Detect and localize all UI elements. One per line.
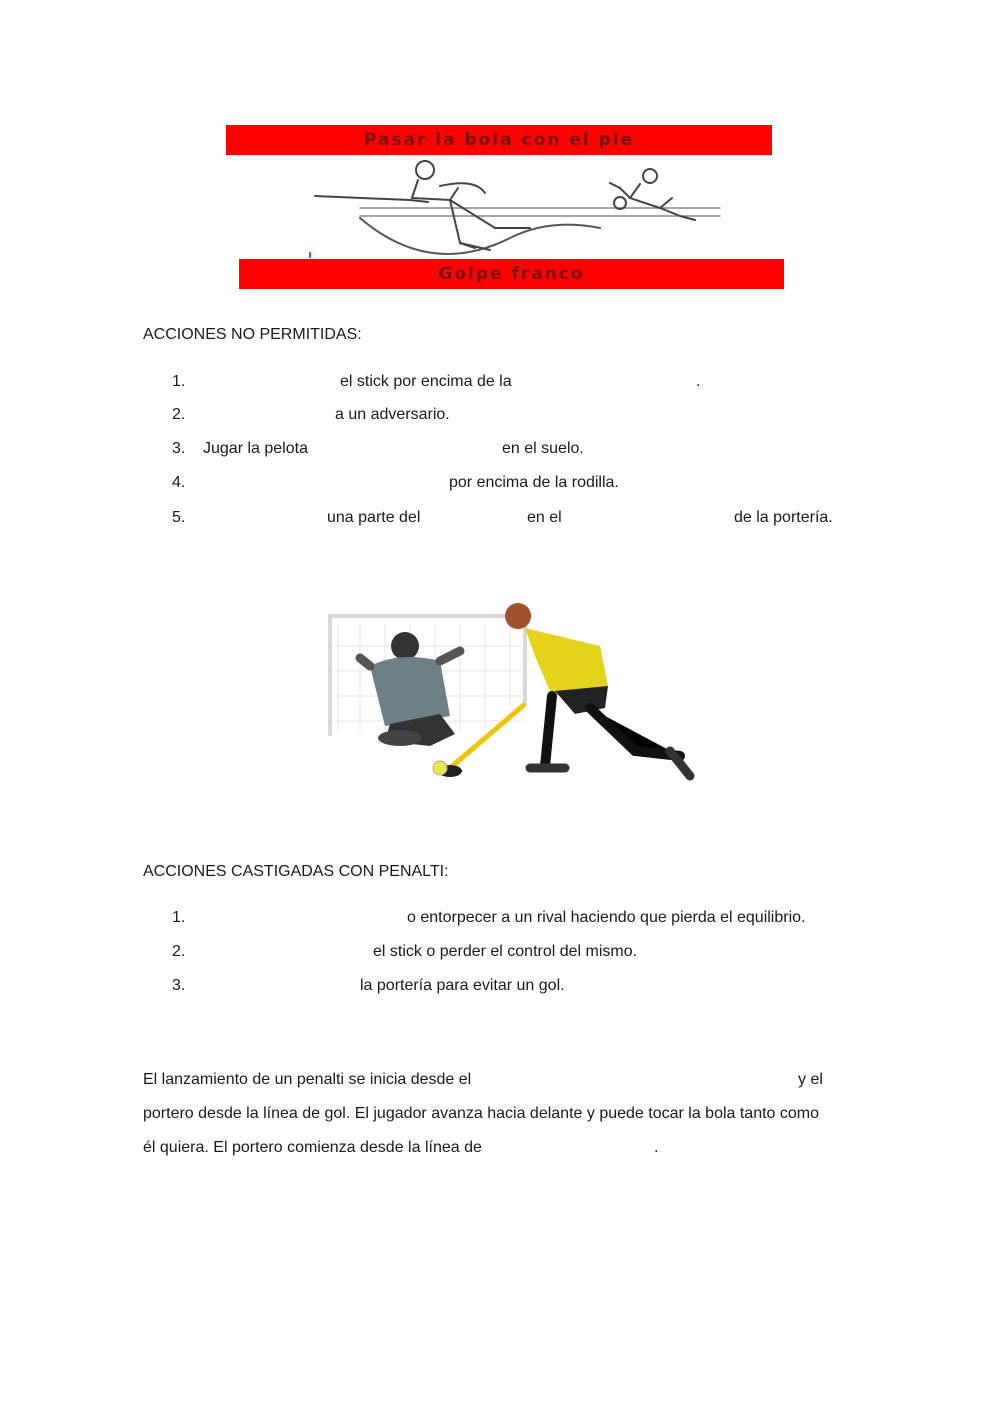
blank-field[interactable] [202, 940, 370, 962]
list-item-text: por encima de la rodilla. [449, 474, 619, 491]
banner-free-hit: Golpe franco [239, 259, 784, 289]
blank-field[interactable] [432, 506, 524, 528]
section-heading-not-allowed: ACCIONES NO PERMITIDAS: [143, 326, 362, 343]
blank-field[interactable] [202, 403, 332, 425]
list-number: 1. [172, 373, 186, 390]
blank-field[interactable] [202, 370, 337, 392]
blank-field[interactable] [316, 437, 499, 459]
list-number: 3. [172, 440, 186, 457]
list-item-text: el stick por encima de la [340, 373, 512, 390]
blank-field[interactable] [202, 471, 445, 493]
list-number: 4. [172, 474, 186, 491]
paragraph-text: El lanzamiento de un penalti se inicia desde el [143, 1071, 472, 1088]
blank-field[interactable] [501, 1136, 651, 1158]
list-item-text: a un adversario. [335, 406, 450, 423]
blank-field[interactable] [524, 370, 694, 392]
paragraph-text: portero desde la línea de gol. El jugador avanza hacia delante y puede tocar la bola tanto como [143, 1105, 820, 1122]
sketch-players-icon [300, 158, 730, 258]
list-item-text: en el suelo. [502, 440, 584, 457]
list-number: 5. [172, 509, 186, 526]
list-number: 2. [172, 943, 186, 960]
list-item-text: de la portería. [734, 509, 833, 526]
paragraph-text: y el [798, 1071, 823, 1088]
blank-field[interactable] [202, 506, 324, 528]
list-item-text: . [696, 373, 701, 390]
list-item-text: o entorpecer a un rival haciendo que pierda el equilibrio. [407, 909, 806, 926]
banner-pass-ball-foot: Pasar la bola con el pie [226, 125, 772, 155]
paragraph-text: él quiera. El portero comienza desde la línea de [143, 1139, 482, 1156]
list-item-text: una parte del [327, 509, 421, 526]
list-item-text: la portería para evitar un gol. [360, 977, 565, 994]
list-number: 2. [172, 406, 186, 423]
floorball-goalkeeper-photo [290, 596, 710, 791]
section-heading-penalty: ACCIONES CASTIGADAS CON PENALTI: [143, 863, 449, 880]
list-item-text: el stick o perder el control del mismo. [373, 943, 638, 960]
list-item-text: en el [527, 509, 562, 526]
paragraph-text: . [654, 1139, 659, 1156]
blank-field[interactable] [492, 1068, 794, 1090]
blank-field[interactable] [202, 906, 404, 928]
list-number: 3. [172, 977, 186, 994]
blank-field[interactable] [202, 974, 357, 996]
list-item-text: Jugar la pelota [203, 440, 308, 457]
list-number: 1. [172, 909, 186, 926]
blank-field[interactable] [568, 506, 731, 528]
